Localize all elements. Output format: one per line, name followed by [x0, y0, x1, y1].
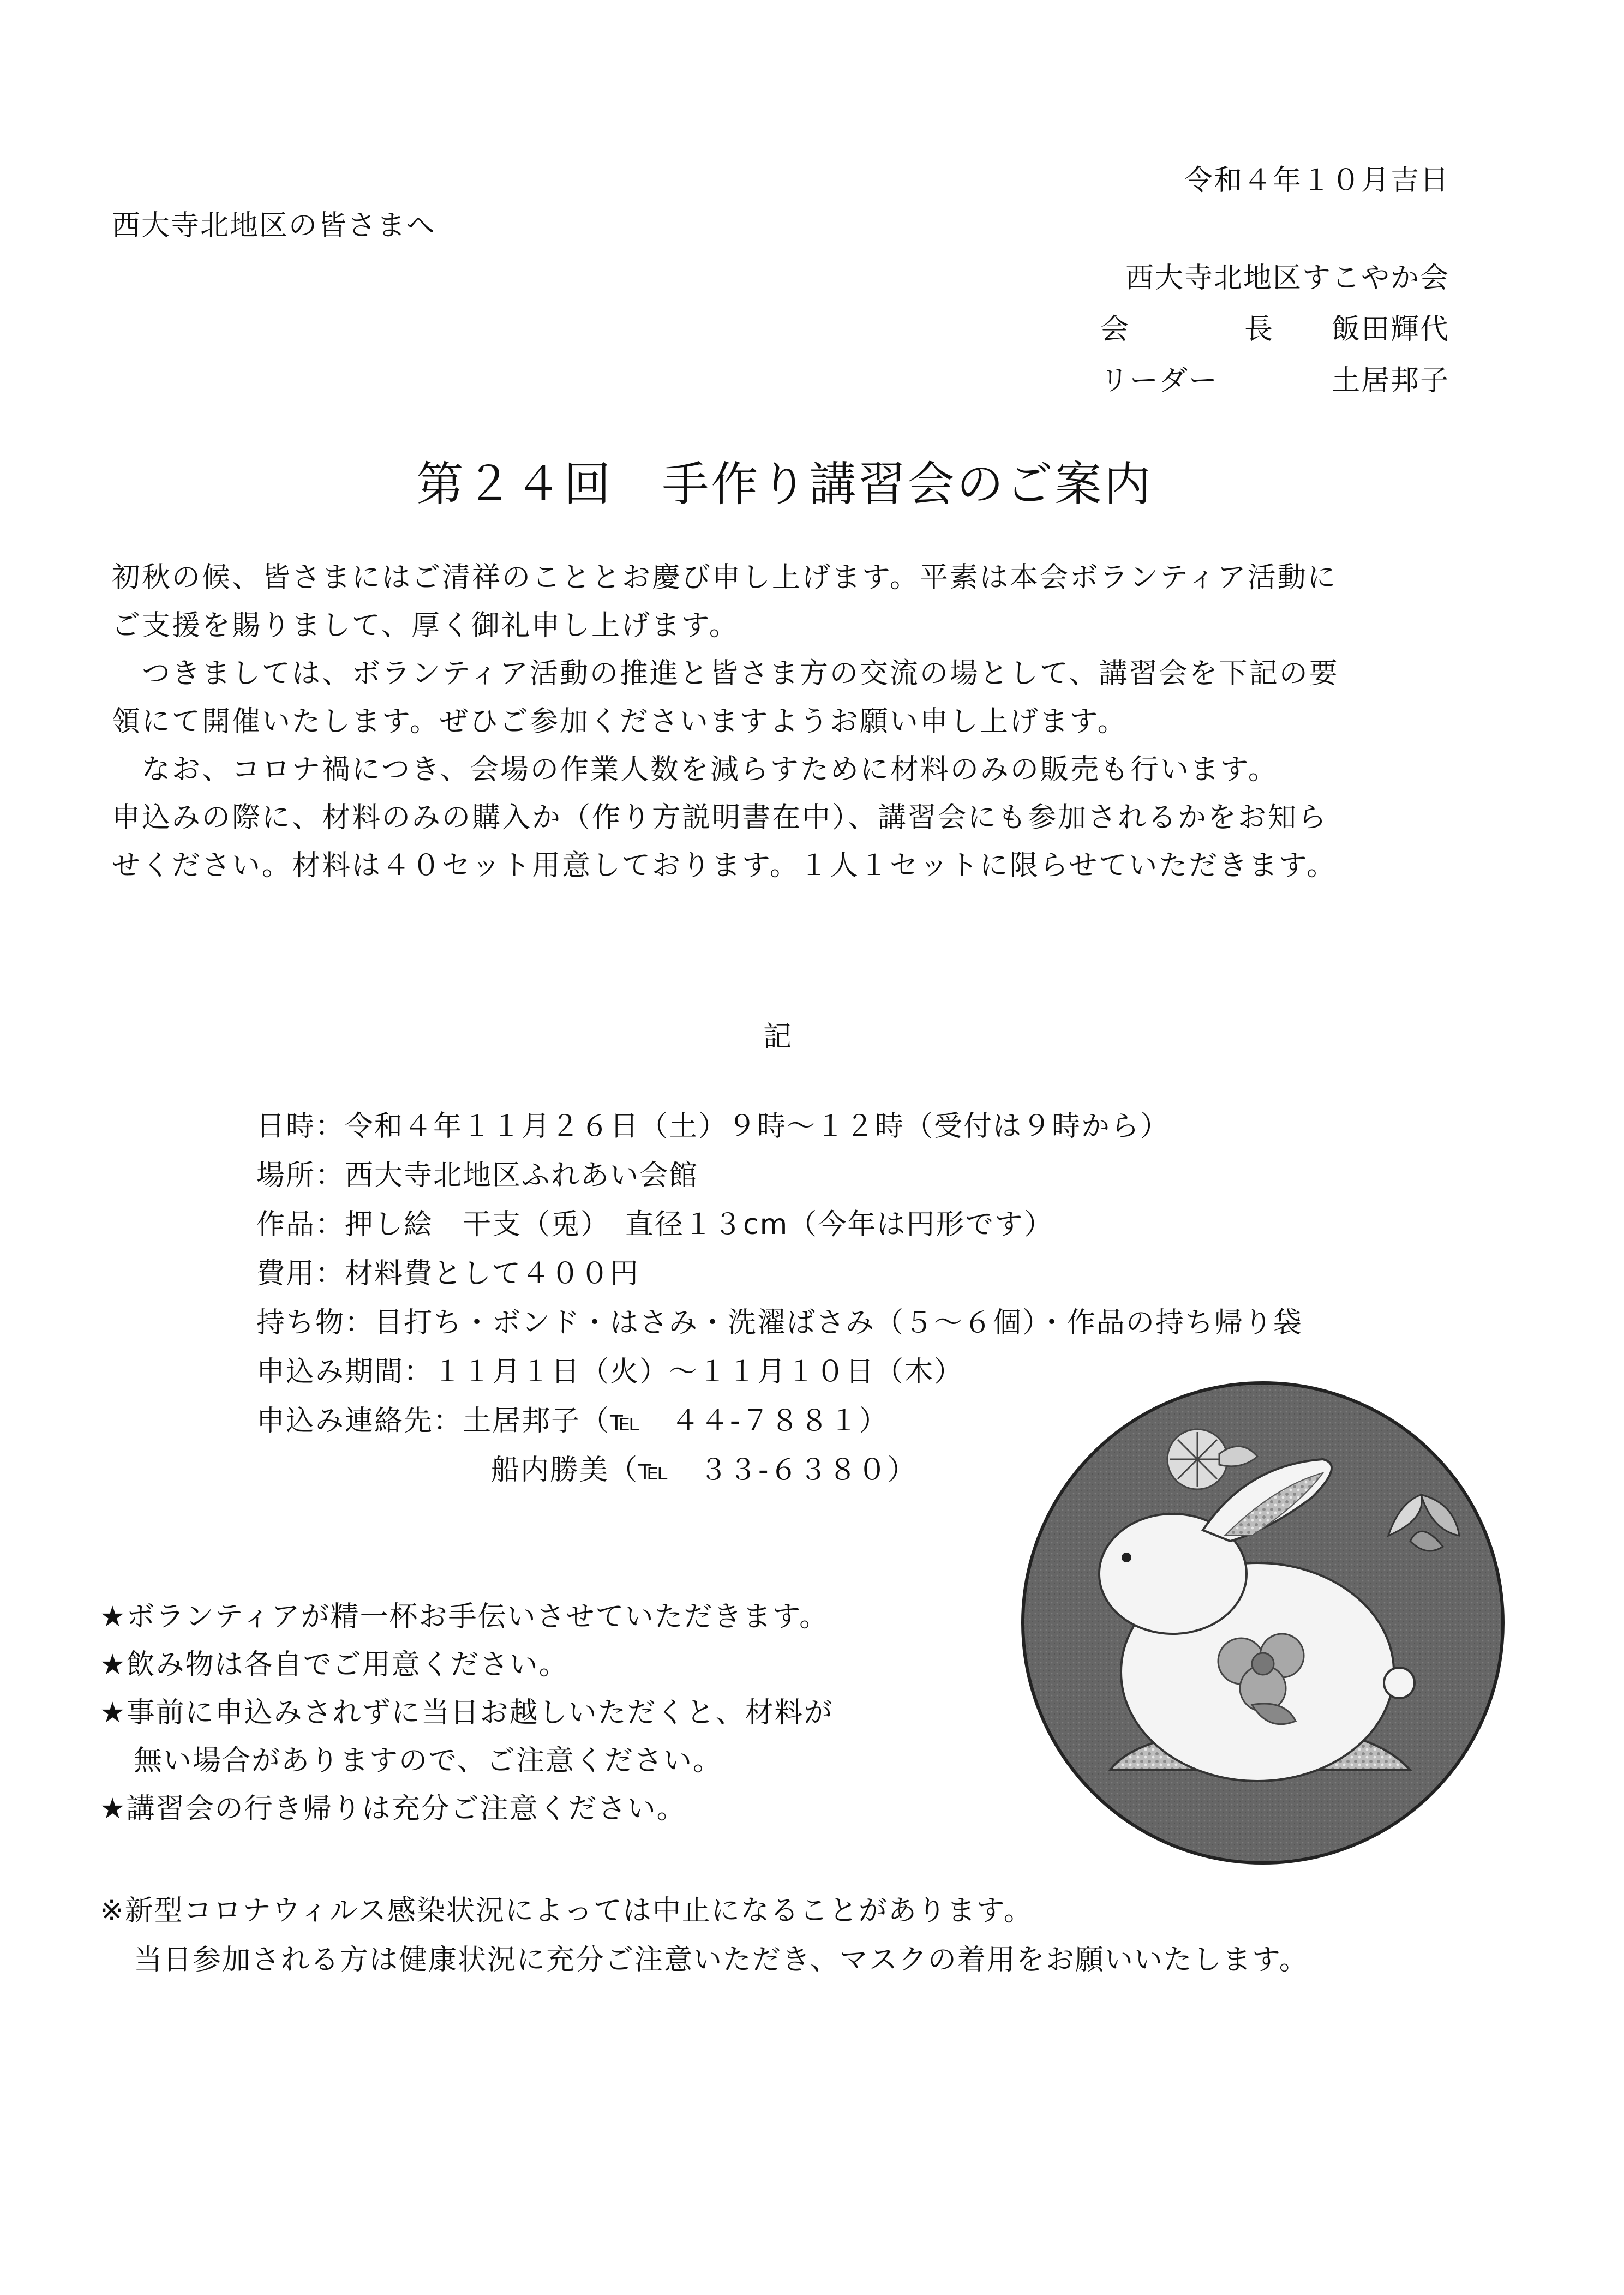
organization-name: 西大寺北地区すこやか会 — [1125, 262, 1449, 295]
recipient: 西大寺北地区の皆さまへ — [112, 209, 436, 242]
detail-contact: 申込み連絡先：土居邦子（℡ ４４-７８８１） — [256, 1405, 889, 1437]
detail-belongings: 持ち物：目打ち・ボンド・はさみ・洗濯ばさみ（５～６個）・作品の持ち帰り袋 — [256, 1307, 1303, 1339]
rabbit-pressed-picture-icon — [1017, 1377, 1508, 1868]
warning-line: ※新型コロナウィルス感染状況によっては中止になることがあります。 — [100, 1895, 1033, 1927]
ki-heading: 記 — [763, 1021, 792, 1053]
body-line: つきましては、ボランティア活動の推進と皆さま方の交流の場として、講習会を下記の要 — [112, 657, 1339, 690]
body-line: せください。材料は４０セット用意しております。１人１セットに限らせていただきます。 — [112, 849, 1337, 882]
note-item: ★ボランティアが精一杯お手伝いさせていただきます。 — [100, 1601, 829, 1633]
page-title: 第２４回 手作り講習会のご案内 — [416, 457, 1153, 512]
signatory-role: リーダー — [1100, 364, 1219, 397]
signatory-name: 土居邦子 — [1331, 364, 1449, 397]
body-line: なお、コロナ禍につき、会場の作業人数を減らすために材料のみの販売も行います。 — [112, 753, 1278, 786]
note-item: ★事前に申込みされずに当日お越しいただくと、材料が — [100, 1697, 834, 1729]
issue-date: 令和４年１０月吉日 — [1184, 164, 1449, 197]
warning-line: 当日参加される方は健康状況に充分ご注意いただき、マスクの着用をお願いいたします。 — [134, 1944, 1309, 1976]
note-item: ★講習会の行き帰りは充分ご注意ください。 — [100, 1793, 686, 1825]
signatory-chair — [1100, 315, 1449, 344]
detail-venue: 場所：西大寺北地区ふれあい会館 — [256, 1159, 699, 1192]
notes-list — [100, 1593, 834, 1833]
signatory-role: 会 長 — [1100, 313, 1317, 346]
detail-work: 作品：押し絵 干支（兎） 直径１３cm（今年は円形です） — [256, 1208, 1054, 1241]
note-item-continued: 無い場合がありますので、ご注意ください。 — [134, 1745, 722, 1777]
body-text — [112, 554, 1465, 890]
detail-datetime: 日時：令和４年１１月２６日（土）９時～１２時（受付は９時から） — [256, 1110, 1170, 1143]
detail-cost: 費用：材料費として４００円 — [256, 1257, 640, 1290]
body-line: 初秋の候、皆さまにはご清祥のこととお慶び申し上げます。平素は本会ボランティア活動に — [112, 561, 1338, 594]
signatory-name: 飯田輝代 — [1331, 313, 1449, 346]
detail-contact-2: 船内勝美（℡ ３３-６３８０） — [491, 1454, 917, 1487]
covid-warning — [100, 1886, 1309, 1985]
body-line: 領にて開催いたします。ぜひご参加くださいますようお願い申し上げます。 — [112, 705, 1128, 738]
note-item: ★飲み物は各自でご用意ください。 — [100, 1649, 568, 1681]
signatory-leader — [1100, 364, 1449, 397]
body-line: ご支援を賜りまして、厚く御礼申し上げます。 — [112, 609, 739, 642]
body-line: 申込みの際に、材料のみの購入か（作り方説明書在中）、講習会にも参加されるかをお知ら — [112, 801, 1328, 834]
detail-application-period: 申込み期間：１１月１日（火）～１１月１０日（木） — [256, 1356, 964, 1388]
